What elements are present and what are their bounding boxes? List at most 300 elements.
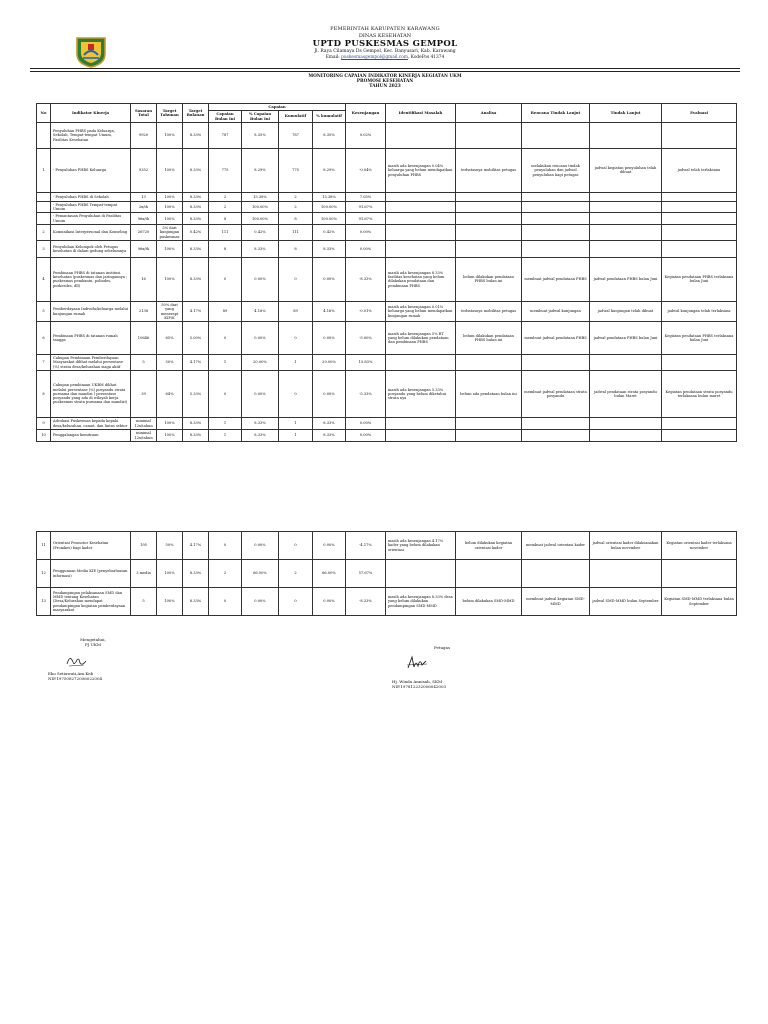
cell-tl: jadwal pendataan PHBS bulan Juni <box>590 257 662 301</box>
cell-tt: 100% <box>157 418 183 430</box>
cell-kum: 89 <box>279 301 313 321</box>
cell-cb: 1 <box>209 430 242 442</box>
cell-no <box>37 192 51 201</box>
cell-indikator: - Pemantauan Penyuluhan di Fasilitas Umum <box>51 213 131 225</box>
cell-tb: 8.33% <box>183 148 209 192</box>
cell-idm <box>386 355 456 371</box>
cell-cb: 1 <box>209 355 242 371</box>
cell-idm <box>386 430 456 442</box>
col-indikator: Indikator Kinerja <box>51 104 131 123</box>
cell-tt: 100% <box>157 257 183 301</box>
col-kumulatif: Kumulatif <box>279 111 313 123</box>
cell-indikator: - Penyuluhan PHBS Tempat-tempat Umum <box>51 201 131 213</box>
cell-pcb: 4.16% <box>242 301 279 321</box>
col-identifikasi: Identifikasi Masalah <box>386 104 456 123</box>
cell-indikator: - Penyuluhan PHBS di Sekolah <box>51 192 131 201</box>
signature-right-icon <box>404 654 430 672</box>
cell-ren <box>522 355 590 371</box>
cell-kes: 57.67% <box>346 560 386 588</box>
title-line-1: MONITORING CAPAIAN INDIKATOR KINERJA KEGIATAN UKM <box>308 74 462 79</box>
email-link[interactable]: puskesmasgempol@gmail.com <box>341 55 408 60</box>
table-row <box>37 240 737 257</box>
cell-idm <box>386 192 456 201</box>
cell-pk: 0.00% <box>313 588 346 616</box>
cell-idm: masih ada kesenjangan 5% RT yang belum dilakukan pendataan dan pembinaan PHBS <box>386 322 456 355</box>
cell-no: 2 <box>37 225 51 241</box>
cell-sasaran: 10646 <box>131 322 157 355</box>
cell-idm: masih ada kesenjangan 8.33% desa yang belum dilakukan pendampingan SMD-MMD <box>386 588 456 616</box>
cell-tl <box>590 192 662 201</box>
cell-eva <box>662 560 737 588</box>
cell-kum: 0 <box>279 257 313 301</box>
cell-tl: jadwal pendataan strata posyandu bulan Maret <box>590 371 662 418</box>
cell-tb: 4.17% <box>183 532 209 560</box>
cell-tl <box>590 418 662 430</box>
cell-pk: 0.00% <box>313 532 346 560</box>
cell-no: 5 <box>37 301 51 321</box>
cell-no: 1 <box>37 148 51 192</box>
cell-ana: belum dilakukan SMD-MMD <box>456 588 522 616</box>
cell-no <box>37 213 51 225</box>
table-row <box>37 355 737 371</box>
cell-pcb: 15.38% <box>242 192 279 201</box>
left-signer-nip: NIP.197508272006022004 <box>48 676 103 681</box>
cell-pcb: 66.00% <box>242 560 279 588</box>
cell-tb: 8.33% <box>183 122 209 148</box>
cell-eva <box>662 201 737 213</box>
cell-tl <box>590 213 662 225</box>
cell-tb: 8.33% <box>183 192 209 201</box>
table-row <box>37 192 737 201</box>
cell-kes: 91.67% <box>346 213 386 225</box>
col-analisa: Analisa <box>456 104 522 123</box>
cell-ana: belum dilakukan pendataan PHBS bulan ini <box>456 322 522 355</box>
cell-kum: 775 <box>279 148 313 192</box>
cell-ana <box>456 192 522 201</box>
right-signer-name: Hj. Winda Annisah, SKM <box>392 679 443 684</box>
cell-eva <box>662 225 737 241</box>
cell-tl <box>590 355 662 371</box>
table-row <box>37 588 737 616</box>
cell-eva: Kegiatan pendataan strata posyandu terlaksana bulan maret <box>662 371 737 418</box>
cell-no <box>37 122 51 148</box>
cell-indikator: Penyuluhan Kelompok oleh Petugas kesehatan di dalam gedung sebelumnya <box>51 240 131 257</box>
cell-kum: 2 <box>279 192 313 201</box>
cell-sasaran: 5 <box>131 588 157 616</box>
cell-kum: 1 <box>279 418 313 430</box>
cell-ana <box>456 225 522 241</box>
col-rencana: Rencana Tindak Lanjut <box>522 104 590 123</box>
cell-tl: jadwal SMD-MMD bulan September <box>590 588 662 616</box>
cell-idm <box>386 240 456 257</box>
cell-ana: belum dilakukan pendataan PHBS bulan ini <box>456 257 522 301</box>
cell-indikator: Cakupan Pembinaan Pemberdayaan Masyarakat dilihat melalui persentase (%) strata desa/kelurahan siaga aktif <box>51 355 131 371</box>
cell-kum: 1 <box>279 355 313 371</box>
cell-tt: 100% <box>157 588 183 616</box>
contact-line: Email: puskesmasgempol@gmail.com, KodePos 41374 <box>325 55 445 60</box>
cell-indikator: Cakupan pembinaan UKBM dilihat melalui persentase (%) posyandu strata purnama dan mandiri ( persentase posyandu yang ada di wilayah kerja puskesmas strata purnama dan mandiri) <box>51 371 131 418</box>
dept-name: DINAS KESEHATAN <box>358 33 412 39</box>
cell-sasaran: 2x/th <box>131 201 157 213</box>
cell-kum: 0 <box>279 322 313 355</box>
table-row <box>37 371 737 418</box>
cell-kes: 0.00% <box>346 240 386 257</box>
cell-tl <box>590 122 662 148</box>
cell-pcb: 8.33% <box>242 418 279 430</box>
cell-no: 9 <box>37 418 51 430</box>
cell-eva <box>662 122 737 148</box>
cell-sasaran: 39 <box>131 371 157 418</box>
cell-pcb: 0.00% <box>242 588 279 616</box>
cell-tb: 8.33% <box>183 201 209 213</box>
cell-tb: 8.33% <box>183 430 209 442</box>
cell-pk: 4.16% <box>313 301 346 321</box>
cell-tb: 5.33% <box>183 371 209 418</box>
cell-pcb: 0.00% <box>242 371 279 418</box>
cell-no: 3 <box>37 240 51 257</box>
cell-ren <box>522 201 590 213</box>
cell-indikator: Pembinaan PHBS di tatanan institusi kesehatan (puskesmas dan jaringannya : puskesmas pembantu, polindes, poskesdes, dll) <box>51 257 131 301</box>
cell-tl <box>590 201 662 213</box>
cell-tt: 64% <box>157 371 183 418</box>
cell-indikator: Pembinaan PHBS di tatanan rumah tangga <box>51 322 131 355</box>
table-row <box>37 532 737 560</box>
cell-ren: membuat jadwal kegiatan SMD-MMD <box>522 588 590 616</box>
cell-ana <box>456 355 522 371</box>
cell-indikator: Pendampingan pelaksanaan SMD dan MMD tentang Kesehatan (Desa/Kelurahan mendapat pendampingan kegiatan pemberdayaan masyarakat <box>51 588 131 616</box>
letterhead <box>30 26 740 94</box>
cell-no: 11 <box>37 532 51 560</box>
cell-kes: 15.83% <box>346 355 386 371</box>
col-tindak-lanjut: Tindak Lanjut <box>590 104 662 123</box>
cell-pk: 15.38% <box>313 192 346 201</box>
cell-ren <box>522 122 590 148</box>
cell-pcb: 100.00% <box>242 213 279 225</box>
cell-sasaran: 195 <box>131 532 157 560</box>
cell-cb: 0 <box>209 532 242 560</box>
cell-ren <box>522 192 590 201</box>
cell-pk: 0.42% <box>313 225 346 241</box>
cell-ana <box>456 418 522 430</box>
cell-tt: 100% <box>157 560 183 588</box>
cell-cb: 775 <box>209 148 242 192</box>
cell-idm <box>386 225 456 241</box>
cell-tt: 50% <box>157 355 183 371</box>
table-row <box>37 201 737 213</box>
left-signer-name: Eko Setiawati,Am.Keb <box>48 671 94 676</box>
cell-cb: 2 <box>209 560 242 588</box>
cell-sasaran: minimal 12x/tahun <box>131 430 157 442</box>
cell-kes: 0.02% <box>346 122 386 148</box>
cell-sasaran: 9920 <box>131 122 157 148</box>
cell-indikator: Komunikasi Interpersonal dan Konseling <box>51 225 131 241</box>
cell-ren: membuat jadwal pendataan strata posyandu <box>522 371 590 418</box>
cell-no: 8 <box>37 371 51 418</box>
cell-tt: 5% dari kunjungan puskesmas <box>157 225 183 241</box>
cell-ana: terbatasnya mobilitas petugas <box>456 148 522 192</box>
header-rule-thin <box>30 71 740 72</box>
cell-ana <box>456 240 522 257</box>
cell-pk: 8.33% <box>313 418 346 430</box>
cell-pcb: 0.00% <box>242 532 279 560</box>
cell-tt: 50% dari yang menerapi KIP/K <box>157 301 183 321</box>
cell-idm: masih ada kesenjangan 8.33% fasilitas kesehatan yang belum dilakukan pendataan dan pembinaan PHBS <box>386 257 456 301</box>
cell-idm: masih ada kesenjangan 0.01% keluarga yang belum mendapatkan kunjungan rumah <box>386 301 456 321</box>
cell-eva: jadwal telah terlaksana <box>662 148 737 192</box>
cell-pk: 8.29% <box>313 148 346 192</box>
cell-sasaran: 96x/th <box>131 240 157 257</box>
table-row <box>37 301 737 321</box>
cell-pk: 8.33% <box>313 430 346 442</box>
cell-no: 7 <box>37 355 51 371</box>
cell-pcb: 0.00% <box>242 257 279 301</box>
cell-kes: -5.33% <box>346 371 386 418</box>
cell-sasaran: 13 <box>131 192 157 201</box>
cell-idm: masih ada kesenjangan 0.04% keluarga yang belum mendapatkan penyuluhan PHBS <box>386 148 456 192</box>
cell-kes: 0.00% <box>346 430 386 442</box>
cell-ana <box>456 430 522 442</box>
email-label: Email: <box>325 55 340 60</box>
cell-tb: 8.33% <box>183 418 209 430</box>
cell-eva <box>662 430 737 442</box>
table-row <box>37 322 737 355</box>
table-row <box>37 225 737 241</box>
cell-idm <box>386 418 456 430</box>
gov-name: PEMERINTAH KABUPATEN KARAWANG <box>330 26 440 32</box>
cell-ana <box>456 201 522 213</box>
cell-cb: 0 <box>209 322 242 355</box>
cell-cb: 8 <box>209 240 242 257</box>
cell-kes: 0.00% <box>346 225 386 241</box>
cell-eva <box>662 418 737 430</box>
cell-pk: 100.00% <box>313 213 346 225</box>
cell-pk: 100.00% <box>313 201 346 213</box>
title-line-3: TAHUN 2023 <box>369 84 401 89</box>
col-capaian-bulan-ini: Capaian Bulan Ini <box>209 111 242 123</box>
cell-tl <box>590 560 662 588</box>
cell-tl: jadwal orientasi kader dilaksanakan bulan november <box>590 532 662 560</box>
cell-tt: 65% <box>157 322 183 355</box>
cell-indikator: Penggalangan kemitraan <box>51 430 131 442</box>
cell-tt: 100% <box>157 240 183 257</box>
cell-ren: membuat jadwal orientasi kader <box>522 532 590 560</box>
cell-kes: 91.67% <box>346 201 386 213</box>
cell-idm: masih ada kesenjangan 5.33% posyandu yang belum diketahui strata nya <box>386 371 456 418</box>
officer-label: Petugas <box>433 645 451 650</box>
cell-idm <box>386 201 456 213</box>
title-line-2: PROMOSI KESEHATAN <box>356 79 414 84</box>
cell-sasaran: 2138 <box>131 301 157 321</box>
cell-ren: melakukan rencana tindak penyuluhan dan jadwal penyuluhan bagi petugas <box>522 148 590 192</box>
cell-tl: jadwal kegiatan penyuluhan telah dibuat <box>590 148 662 192</box>
table-row <box>37 560 737 588</box>
cell-ana <box>456 122 522 148</box>
cell-tt: 100% <box>157 201 183 213</box>
cell-indikator: Pemberdayaan Individu/keluarga melalui kunjungan rumah <box>51 301 131 321</box>
cell-sasaran: minimal 12x/tahun <box>131 418 157 430</box>
cell-indikator: - Penyuluhan PHBS Keluarga <box>51 148 131 192</box>
cell-eva <box>662 355 737 371</box>
cell-ren <box>522 430 590 442</box>
cell-cb: 8 <box>209 213 242 225</box>
cell-ren <box>522 240 590 257</box>
cell-indikator: Advokasi Puskesmas kepada kepala desa/kelurahan, camat, dan lintas sektor <box>51 418 131 430</box>
cell-tt: 100% <box>157 192 183 201</box>
acknowledge-role: PJ UKM <box>84 642 102 647</box>
cell-tt: 100% <box>157 122 183 148</box>
cell-tb: 8.33% <box>183 240 209 257</box>
cell-sasaran: 16 <box>131 257 157 301</box>
signature-block-left <box>48 637 138 681</box>
right-signer-nip: NIP.197812232006042003 <box>392 684 447 689</box>
cell-kes: -4.17% <box>346 532 386 560</box>
cell-pk: 20.00% <box>313 355 346 371</box>
col-no: No <box>37 104 51 123</box>
cell-pk: 8.35% <box>313 122 346 148</box>
cell-eva <box>662 213 737 225</box>
cell-ren <box>522 225 590 241</box>
cell-tb: 8.33% <box>183 588 209 616</box>
cell-idm: masih ada kesenjangan 4.17% kader yang belum dilakukan orientasi <box>386 532 456 560</box>
cell-ren: membuat jadwal pendataan PHBS <box>522 322 590 355</box>
org-name: UPTD PUSKESMAS GEMPOL <box>312 39 458 49</box>
table-row <box>37 257 737 301</box>
cell-cb: 0 <box>209 257 242 301</box>
col-pct-capaian-bulan-ini: % Capaian Bulan Ini <box>242 111 279 123</box>
monitoring-table <box>36 103 737 442</box>
cell-kes: -5.00% <box>346 322 386 355</box>
cell-ren: membuat jadwal kunjungan <box>522 301 590 321</box>
cell-kes: -0.01% <box>346 301 386 321</box>
cell-indikator: Penggunaan Media KIE (penyebarluasan informasi) <box>51 560 131 588</box>
cell-tb: 4.17% <box>183 301 209 321</box>
cell-idm <box>386 122 456 148</box>
cell-tt: 100% <box>157 213 183 225</box>
cell-ren <box>522 213 590 225</box>
cell-tb: 8.33% <box>183 257 209 301</box>
cell-kum: 787 <box>279 122 313 148</box>
cell-sasaran: 9352 <box>131 148 157 192</box>
cell-tl <box>590 240 662 257</box>
col-kesenjangan: Kesenjangan <box>346 104 386 123</box>
cell-no: 6 <box>37 322 51 355</box>
cell-ren <box>522 560 590 588</box>
cell-sasaran: 3 media <box>131 560 157 588</box>
cell-pcb: 0.00% <box>242 322 279 355</box>
table-body-continued <box>37 532 737 616</box>
cell-kes: -8.33% <box>346 588 386 616</box>
cell-ana: belum ada pendataan bulan ini <box>456 371 522 418</box>
cell-eva: jadwal kunjungan telah terlaksana <box>662 301 737 321</box>
cell-tl <box>590 430 662 442</box>
col-evaluasi: Evaluasi <box>662 104 737 123</box>
cell-kum: 0 <box>279 532 313 560</box>
col-target-bulanan: Target Bulanan <box>183 104 209 123</box>
cell-kum: 0 <box>279 588 313 616</box>
address: Jl. Raya Cilamaya Ds Gempol, Kec. Banyusari, Kab. Karawang <box>314 49 456 54</box>
cell-eva <box>662 240 737 257</box>
cell-cb: 1 <box>209 418 242 430</box>
cell-no <box>37 201 51 213</box>
cell-kum: 2 <box>279 560 313 588</box>
cell-pk: 0.00% <box>313 322 346 355</box>
cell-tt: 100% <box>157 430 183 442</box>
cell-ana: terbatasnya mobilitas petugas <box>456 301 522 321</box>
cell-no: 12 <box>37 560 51 588</box>
acknowledge-label: Mengetahui, <box>80 637 106 642</box>
postal-code: KodePos 41374 <box>410 55 445 60</box>
col-target-tahunan: Target Tahunan <box>157 104 183 123</box>
table-body <box>37 122 737 441</box>
cell-kum: 0 <box>279 371 313 418</box>
cell-eva: Kegiatan orientasi kader terlaksana november <box>662 532 737 560</box>
cell-pcb: 8.33% <box>242 430 279 442</box>
cell-ana: belum dilakukan kegiatan orientasi kader <box>456 532 522 560</box>
cell-pcb: 0.42% <box>242 225 279 241</box>
table-row <box>37 430 737 442</box>
cell-tb: 4.17% <box>183 355 209 371</box>
header-rule <box>30 68 740 69</box>
cell-ren: membuat jadwal pendataan PHBS <box>522 257 590 301</box>
cell-cb: 2 <box>209 201 242 213</box>
cell-pcb: 8.29% <box>242 148 279 192</box>
cell-pcb: 8.33% <box>242 240 279 257</box>
cell-cb: 89 <box>209 301 242 321</box>
cell-ren <box>522 418 590 430</box>
col-pct-kumulatif: % kumulatif <box>313 111 346 123</box>
cell-pcb: 8.35% <box>242 122 279 148</box>
cell-tb: 8.33% <box>183 560 209 588</box>
cell-cb: 0 <box>209 371 242 418</box>
cell-ana <box>456 560 522 588</box>
cell-kum: 111 <box>279 225 313 241</box>
cell-cb: 787 <box>209 122 242 148</box>
col-sasaran: Sasaran Total <box>131 104 157 123</box>
report-title <box>30 74 740 89</box>
cell-sasaran: 26720 <box>131 225 157 241</box>
cell-tb: 5.00% <box>183 322 209 355</box>
cell-cb: 2 <box>209 192 242 201</box>
signature-left-icon <box>64 652 90 670</box>
cell-tl: jadwal kunjungan telah dibuat <box>590 301 662 321</box>
cell-tt: 50% <box>157 532 183 560</box>
cell-pcb: 20.00% <box>242 355 279 371</box>
cell-no: 13 <box>37 588 51 616</box>
cell-kum: 2 <box>279 201 313 213</box>
cell-eva: Kegiatan pendataan PHBS terlaksana bulan Juni <box>662 257 737 301</box>
cell-cb: 0 <box>209 588 242 616</box>
table-row <box>37 148 737 192</box>
cell-kum: 8 <box>279 213 313 225</box>
cell-pk: 66.00% <box>313 560 346 588</box>
cell-cb: 111 <box>209 225 242 241</box>
cell-eva: Kegiatan pendataan PHBS terlaksana bulan Juni <box>662 322 737 355</box>
cell-tl: jadwal pendataan PHBS bulan Juni <box>590 322 662 355</box>
cell-kes: 0.00% <box>346 418 386 430</box>
cell-no: 4 <box>37 257 51 301</box>
cell-kum: 8 <box>279 240 313 257</box>
cell-pk: 8.33% <box>313 240 346 257</box>
cell-eva: Kegiatan SMD-MMD terlaksana bulan September <box>662 588 737 616</box>
cell-pk: 0.00% <box>313 371 346 418</box>
cell-no: 10 <box>37 430 51 442</box>
cell-kes: 7.05% <box>346 192 386 201</box>
cell-tl <box>590 225 662 241</box>
cell-kes: -0.04% <box>346 148 386 192</box>
cell-kum: 1 <box>279 430 313 442</box>
cell-sasaran: 96x/th <box>131 213 157 225</box>
table-row <box>37 213 737 225</box>
